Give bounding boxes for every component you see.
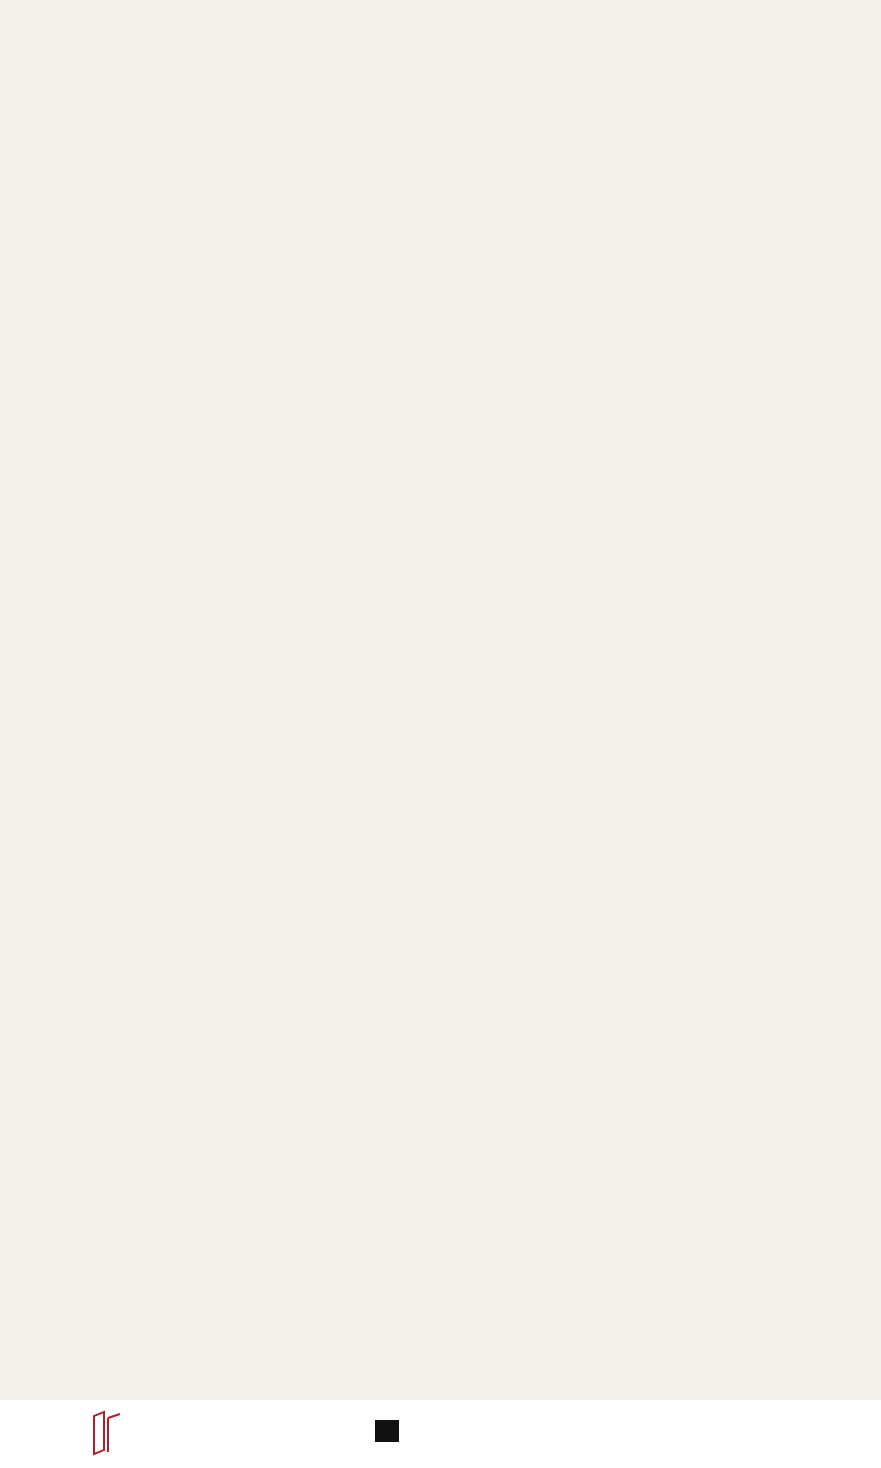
catalog-entries <box>14 124 744 146</box>
footer <box>0 1400 881 1468</box>
kunstbibliothek-mark-icon <box>375 1420 399 1442</box>
library-emblem-icon <box>90 1410 124 1456</box>
